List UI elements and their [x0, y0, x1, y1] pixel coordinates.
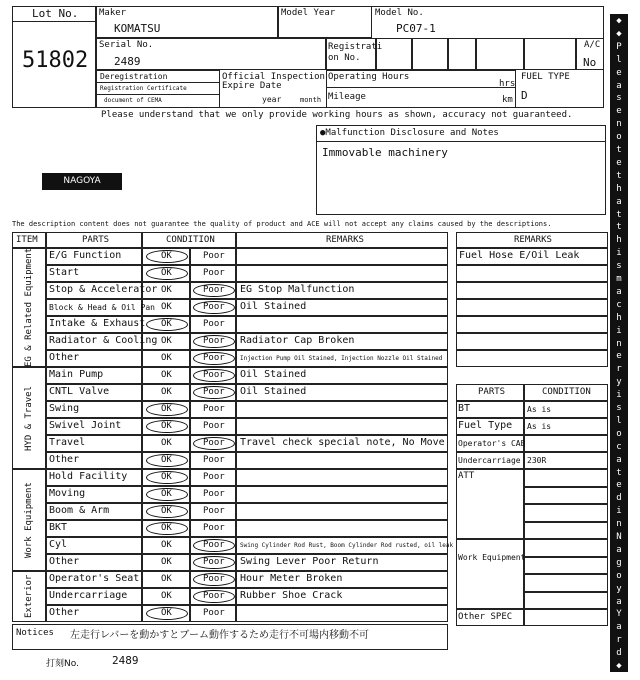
side-strip-char: d	[616, 493, 622, 504]
maker-value: KOMATSU	[114, 22, 161, 35]
side-strip-char: t	[616, 222, 622, 233]
side-strip-char: a	[616, 80, 622, 91]
model-year-label: Model Year	[281, 8, 336, 18]
poor-selected-circle	[193, 335, 235, 348]
part-name: Swing	[49, 403, 80, 414]
condition-poor: Poor	[203, 387, 225, 397]
side-strip-char: r	[616, 635, 622, 646]
side-strip-char: a	[616, 622, 622, 633]
work-equipment-cell	[456, 539, 524, 609]
part-name: Main Pump	[49, 369, 104, 380]
year-label: year	[262, 95, 282, 104]
att-row	[524, 504, 608, 522]
side-strip-char: h	[616, 312, 622, 323]
location-badge	[42, 173, 122, 190]
side-strip-char: y	[616, 377, 622, 388]
condition-poor: Poor	[203, 557, 225, 567]
condition-ok: OK	[161, 523, 172, 533]
work-equipment-label: Work Equipment	[458, 553, 526, 562]
condition-poor: Poor	[203, 370, 225, 380]
condition-ok: OK	[161, 455, 172, 465]
right-remarks-row	[456, 265, 608, 282]
side-strip-char: o	[616, 132, 622, 143]
condition-poor: Poor	[203, 455, 225, 465]
condition-poor: Poor	[203, 302, 225, 312]
remark-text: Swing Cylinder Rod Rust, Boom Cylinder Rod rusted, oil leak	[240, 542, 454, 549]
remarks-cell	[236, 265, 448, 282]
part-name: Cyl	[49, 539, 68, 550]
ac-label: A/C	[584, 40, 601, 50]
condition-ok: OK	[161, 557, 172, 567]
header-parts: PARTS	[82, 235, 110, 245]
condition-ok: OK	[161, 404, 172, 414]
side-strip-char: s	[616, 403, 622, 414]
remark-text: Oil Stained	[240, 386, 307, 397]
work-equipment-row	[524, 592, 608, 610]
condition-ok: OK	[161, 540, 172, 550]
part-name: BKT	[49, 522, 68, 533]
malfunction-text: Immovable machinery	[322, 146, 448, 159]
condition-poor: Poor	[203, 251, 225, 261]
part-name: CNTL Valve	[49, 386, 110, 397]
side-strip-char: n	[616, 119, 622, 130]
side-strip-char: h	[616, 183, 622, 194]
side-strip-char: d	[616, 648, 622, 659]
condition-poor: Poor	[203, 540, 225, 550]
serial-value: 2489	[114, 55, 141, 68]
remarks-cell	[236, 605, 448, 622]
notices-text: 左走行レバーを動かすとブーム動作するため走行不可場内移動不可	[70, 630, 369, 641]
side-strip-char: Y	[616, 609, 622, 620]
serial-label: Serial No.	[99, 40, 154, 50]
ok-selected-circle	[146, 318, 188, 331]
disclaimer: The description content does not guarantee the quality of product and ACE will not accept any claims caused by the descriptions.	[12, 220, 552, 228]
side-strip-char: t	[616, 467, 622, 478]
condition-poor: Poor	[203, 489, 225, 499]
poor-selected-circle	[193, 573, 235, 586]
condition-ok: OK	[161, 268, 172, 278]
part-name: Operator's Seat	[49, 573, 140, 584]
model-no-label: Model No.	[375, 8, 424, 18]
condition-poor: Poor	[203, 591, 225, 601]
remarks-cell	[236, 418, 448, 435]
condition-ok: OK	[161, 591, 172, 601]
condition-ok: OK	[161, 472, 172, 482]
group-label: EG & Related Equipment	[24, 247, 34, 367]
hours-notice: Please understand that we only provide working hours as shown, accuracy not guaranteed.	[101, 110, 573, 120]
side-strip-char: i	[616, 248, 622, 259]
condition-ok: OK	[161, 608, 172, 618]
remarks-cell	[236, 452, 448, 469]
side-strip-char: P	[616, 41, 622, 52]
registration-label: Registrati on No.	[328, 42, 383, 63]
part-name: Moving	[49, 488, 86, 499]
condition-poor: Poor	[203, 404, 225, 414]
group-label: HYD & Travel	[24, 385, 34, 451]
side-strip-char: a	[616, 596, 622, 607]
mileage-label: Mileage	[328, 92, 366, 102]
side-strip-char: a	[616, 196, 622, 207]
poor-selected-circle	[193, 556, 235, 569]
right-part-condition: As is	[527, 405, 552, 414]
remark-text: Rubber Shoe Crack	[240, 590, 343, 601]
right-part-name: Fuel Type	[458, 420, 513, 431]
att-label: ATT	[458, 471, 475, 481]
side-strip-char: e	[616, 106, 622, 117]
right-part-condition: 230R	[527, 456, 547, 465]
side-strip-char: m	[616, 274, 622, 285]
condition-poor: Poor	[203, 421, 225, 431]
ok-selected-circle	[146, 522, 188, 535]
att-row	[524, 487, 608, 505]
condition-ok: OK	[161, 421, 172, 431]
right-condition-header: CONDITION	[542, 387, 591, 397]
side-strip-char: ◆	[616, 661, 622, 672]
stamp-value: 2489	[112, 654, 139, 667]
remark-text: EG Stop Malfunction	[240, 284, 355, 295]
lot-label: Lot No.	[32, 7, 79, 20]
condition-poor: Poor	[203, 506, 225, 516]
side-strip-char: g	[616, 557, 622, 568]
group-label: Exterior	[24, 574, 34, 619]
condition-poor: Poor	[203, 319, 225, 329]
part-name: Travel	[49, 437, 86, 448]
condition-poor: Poor	[203, 608, 225, 618]
malfunction-title: ●Malfunction Disclosure and Notes	[320, 128, 499, 138]
cema-label: document of CEMA	[104, 97, 162, 104]
model-no-value: PC07-1	[396, 22, 436, 35]
poor-selected-circle	[193, 590, 235, 603]
side-strip-char: t	[616, 209, 622, 220]
poor-selected-circle	[193, 284, 235, 297]
remarks-cell	[236, 520, 448, 537]
remarks-cell	[236, 401, 448, 418]
part-name: Hold Facility	[49, 471, 128, 482]
lot-number: 51802	[22, 48, 89, 73]
part-name: E/G Function	[49, 250, 122, 261]
condition-ok: OK	[161, 574, 172, 584]
side-strip-char: r	[616, 364, 622, 375]
right-remarks-row	[456, 333, 608, 350]
stamp-label: 打刻No.	[46, 659, 79, 669]
side-strip-char: l	[616, 415, 622, 426]
fuel-type-value: D	[521, 89, 528, 102]
side-strip-char: e	[616, 67, 622, 78]
condition-ok: OK	[161, 370, 172, 380]
condition-ok: OK	[161, 489, 172, 499]
side-strip-char: a	[616, 286, 622, 297]
poor-selected-circle	[193, 369, 235, 382]
condition-poor: Poor	[203, 285, 225, 295]
condition-ok: OK	[161, 319, 172, 329]
side-strip-char: N	[616, 532, 622, 543]
side-strip-char: l	[616, 54, 622, 65]
month-label: month	[300, 96, 322, 104]
remark-text: Injection Pump Oil Stained, Injection Nozzle Oil Stained	[240, 355, 443, 362]
side-notice-strip	[610, 14, 628, 672]
part-name: Other	[49, 352, 80, 363]
side-strip-char: t	[616, 170, 622, 181]
part-name: Undercarriage	[49, 590, 128, 601]
part-name: Stop & Accelerator	[49, 284, 158, 295]
condition-ok: OK	[161, 387, 172, 397]
poor-selected-circle	[193, 539, 235, 552]
right-remarks-first: Fuel Hose E/Oil Leak	[459, 250, 580, 261]
right-part-name: Undercarriage	[458, 456, 521, 465]
inspection-label: Official Inspection	[222, 72, 325, 82]
side-strip-char: s	[616, 93, 622, 104]
group-label: Work Equipment	[24, 482, 34, 558]
side-strip-char: t	[616, 145, 622, 156]
ok-selected-circle	[146, 403, 188, 416]
location-badge-label: NAGOYA	[63, 176, 101, 186]
att-row	[524, 522, 608, 540]
operating-hours-label: Operating Hours	[328, 72, 410, 82]
ok-selected-circle	[146, 505, 188, 518]
condition-poor: Poor	[203, 353, 225, 363]
ac-value: No	[583, 56, 597, 69]
part-name: Other	[49, 607, 80, 618]
condition-ok: OK	[161, 438, 172, 448]
km-label: km	[502, 95, 513, 105]
right-remarks-row	[456, 299, 608, 316]
condition-ok: OK	[161, 336, 172, 346]
ok-selected-circle	[146, 471, 188, 484]
ok-selected-circle	[146, 250, 188, 263]
ok-selected-circle	[146, 420, 188, 433]
remarks-cell	[236, 316, 448, 333]
remark-text: Swing Lever Poor Return	[240, 556, 379, 567]
remarks-cell	[236, 469, 448, 486]
ok-selected-circle	[146, 454, 188, 467]
remarks-cell	[236, 248, 448, 265]
side-strip-char: o	[616, 570, 622, 581]
condition-poor: Poor	[203, 268, 225, 278]
remarks-cell	[236, 503, 448, 520]
side-strip-char: s	[616, 261, 622, 272]
ok-selected-circle	[146, 267, 188, 280]
side-strip-char: e	[616, 351, 622, 362]
notices-label: Notices	[16, 628, 54, 638]
condition-poor: Poor	[203, 336, 225, 346]
remark-text: Oil Stained	[240, 301, 307, 312]
side-strip-char: o	[616, 428, 622, 439]
right-part-name: Operator's CAB	[458, 439, 526, 448]
part-name: Radiator & Cooling	[49, 335, 158, 346]
part-name: Swivel Joint	[49, 420, 122, 431]
right-remarks-row	[456, 282, 608, 299]
side-strip-char: n	[616, 519, 622, 530]
condition-poor: Poor	[203, 574, 225, 584]
remark-text: Radiator Cap Broken	[240, 335, 355, 346]
poor-selected-circle	[193, 301, 235, 314]
side-strip-char: c	[616, 441, 622, 452]
other-spec-label: Other SPEC	[458, 612, 513, 622]
condition-poor: Poor	[203, 472, 225, 482]
side-strip-char: i	[616, 390, 622, 401]
remark-text: Oil Stained	[240, 369, 307, 380]
header-remarks: REMARKS	[326, 235, 364, 245]
side-strip-char: c	[616, 299, 622, 310]
right-part-condition: As is	[527, 422, 552, 431]
work-equipment-row	[524, 557, 608, 575]
side-strip-char: ◆	[616, 16, 622, 26]
right-parts-header: PARTS	[478, 387, 506, 397]
maker-label: Maker	[99, 8, 127, 18]
ok-selected-circle	[146, 488, 188, 501]
part-name: Other	[49, 556, 80, 567]
side-strip-char: ◆	[616, 28, 622, 39]
poor-selected-circle	[193, 386, 235, 399]
remarks-cell	[236, 486, 448, 503]
part-name: Boom & Arm	[49, 505, 110, 516]
deregistration-label: Deregistration	[100, 72, 168, 81]
hrs-label: hrs	[499, 79, 516, 89]
condition-ok: OK	[161, 251, 172, 261]
condition-ok: OK	[161, 506, 172, 516]
ok-selected-circle	[146, 607, 188, 620]
condition-poor: Poor	[203, 523, 225, 533]
side-strip-char: a	[616, 544, 622, 555]
condition-ok: OK	[161, 353, 172, 363]
fuel-type-label: FUEL TYPE	[521, 72, 570, 82]
inspection-label-2: Expire Date	[222, 81, 282, 91]
part-name: Block & Head & Oil Pan	[49, 303, 155, 312]
remark-text: Travel check special note, No Move	[240, 437, 445, 448]
side-strip-char: a	[616, 454, 622, 465]
part-name: Intake & Exhaust	[49, 318, 146, 329]
part-name: Other	[49, 454, 80, 465]
right-remarks-row	[456, 350, 608, 367]
right-cond-cell	[524, 435, 608, 452]
condition-ok: OK	[161, 302, 172, 312]
side-strip-char: i	[616, 325, 622, 336]
side-strip-char: i	[616, 506, 622, 517]
right-part-name: BT	[458, 403, 471, 414]
side-strip-char: y	[616, 583, 622, 594]
header-condition: CONDITION	[166, 235, 215, 245]
side-strip-char: e	[616, 480, 622, 491]
side-strip-char: e	[616, 157, 622, 168]
condition-poor: Poor	[203, 438, 225, 448]
part-name: Start	[49, 267, 80, 278]
registration-certificate-label: Registration Certificate	[100, 85, 187, 92]
right-remarks-row	[456, 316, 608, 333]
right-remarks-header: REMARKS	[514, 235, 552, 245]
poor-selected-circle	[193, 437, 235, 450]
work-equipment-row	[524, 574, 608, 592]
side-strip-char: h	[616, 235, 622, 246]
poor-selected-circle	[193, 352, 235, 365]
work-equipment-row	[524, 539, 608, 557]
remark-text: Hour Meter Broken	[240, 573, 343, 584]
header-item: ITEM	[16, 235, 38, 245]
condition-ok: OK	[161, 285, 172, 295]
side-strip-char: n	[616, 338, 622, 349]
att-row	[524, 469, 608, 487]
